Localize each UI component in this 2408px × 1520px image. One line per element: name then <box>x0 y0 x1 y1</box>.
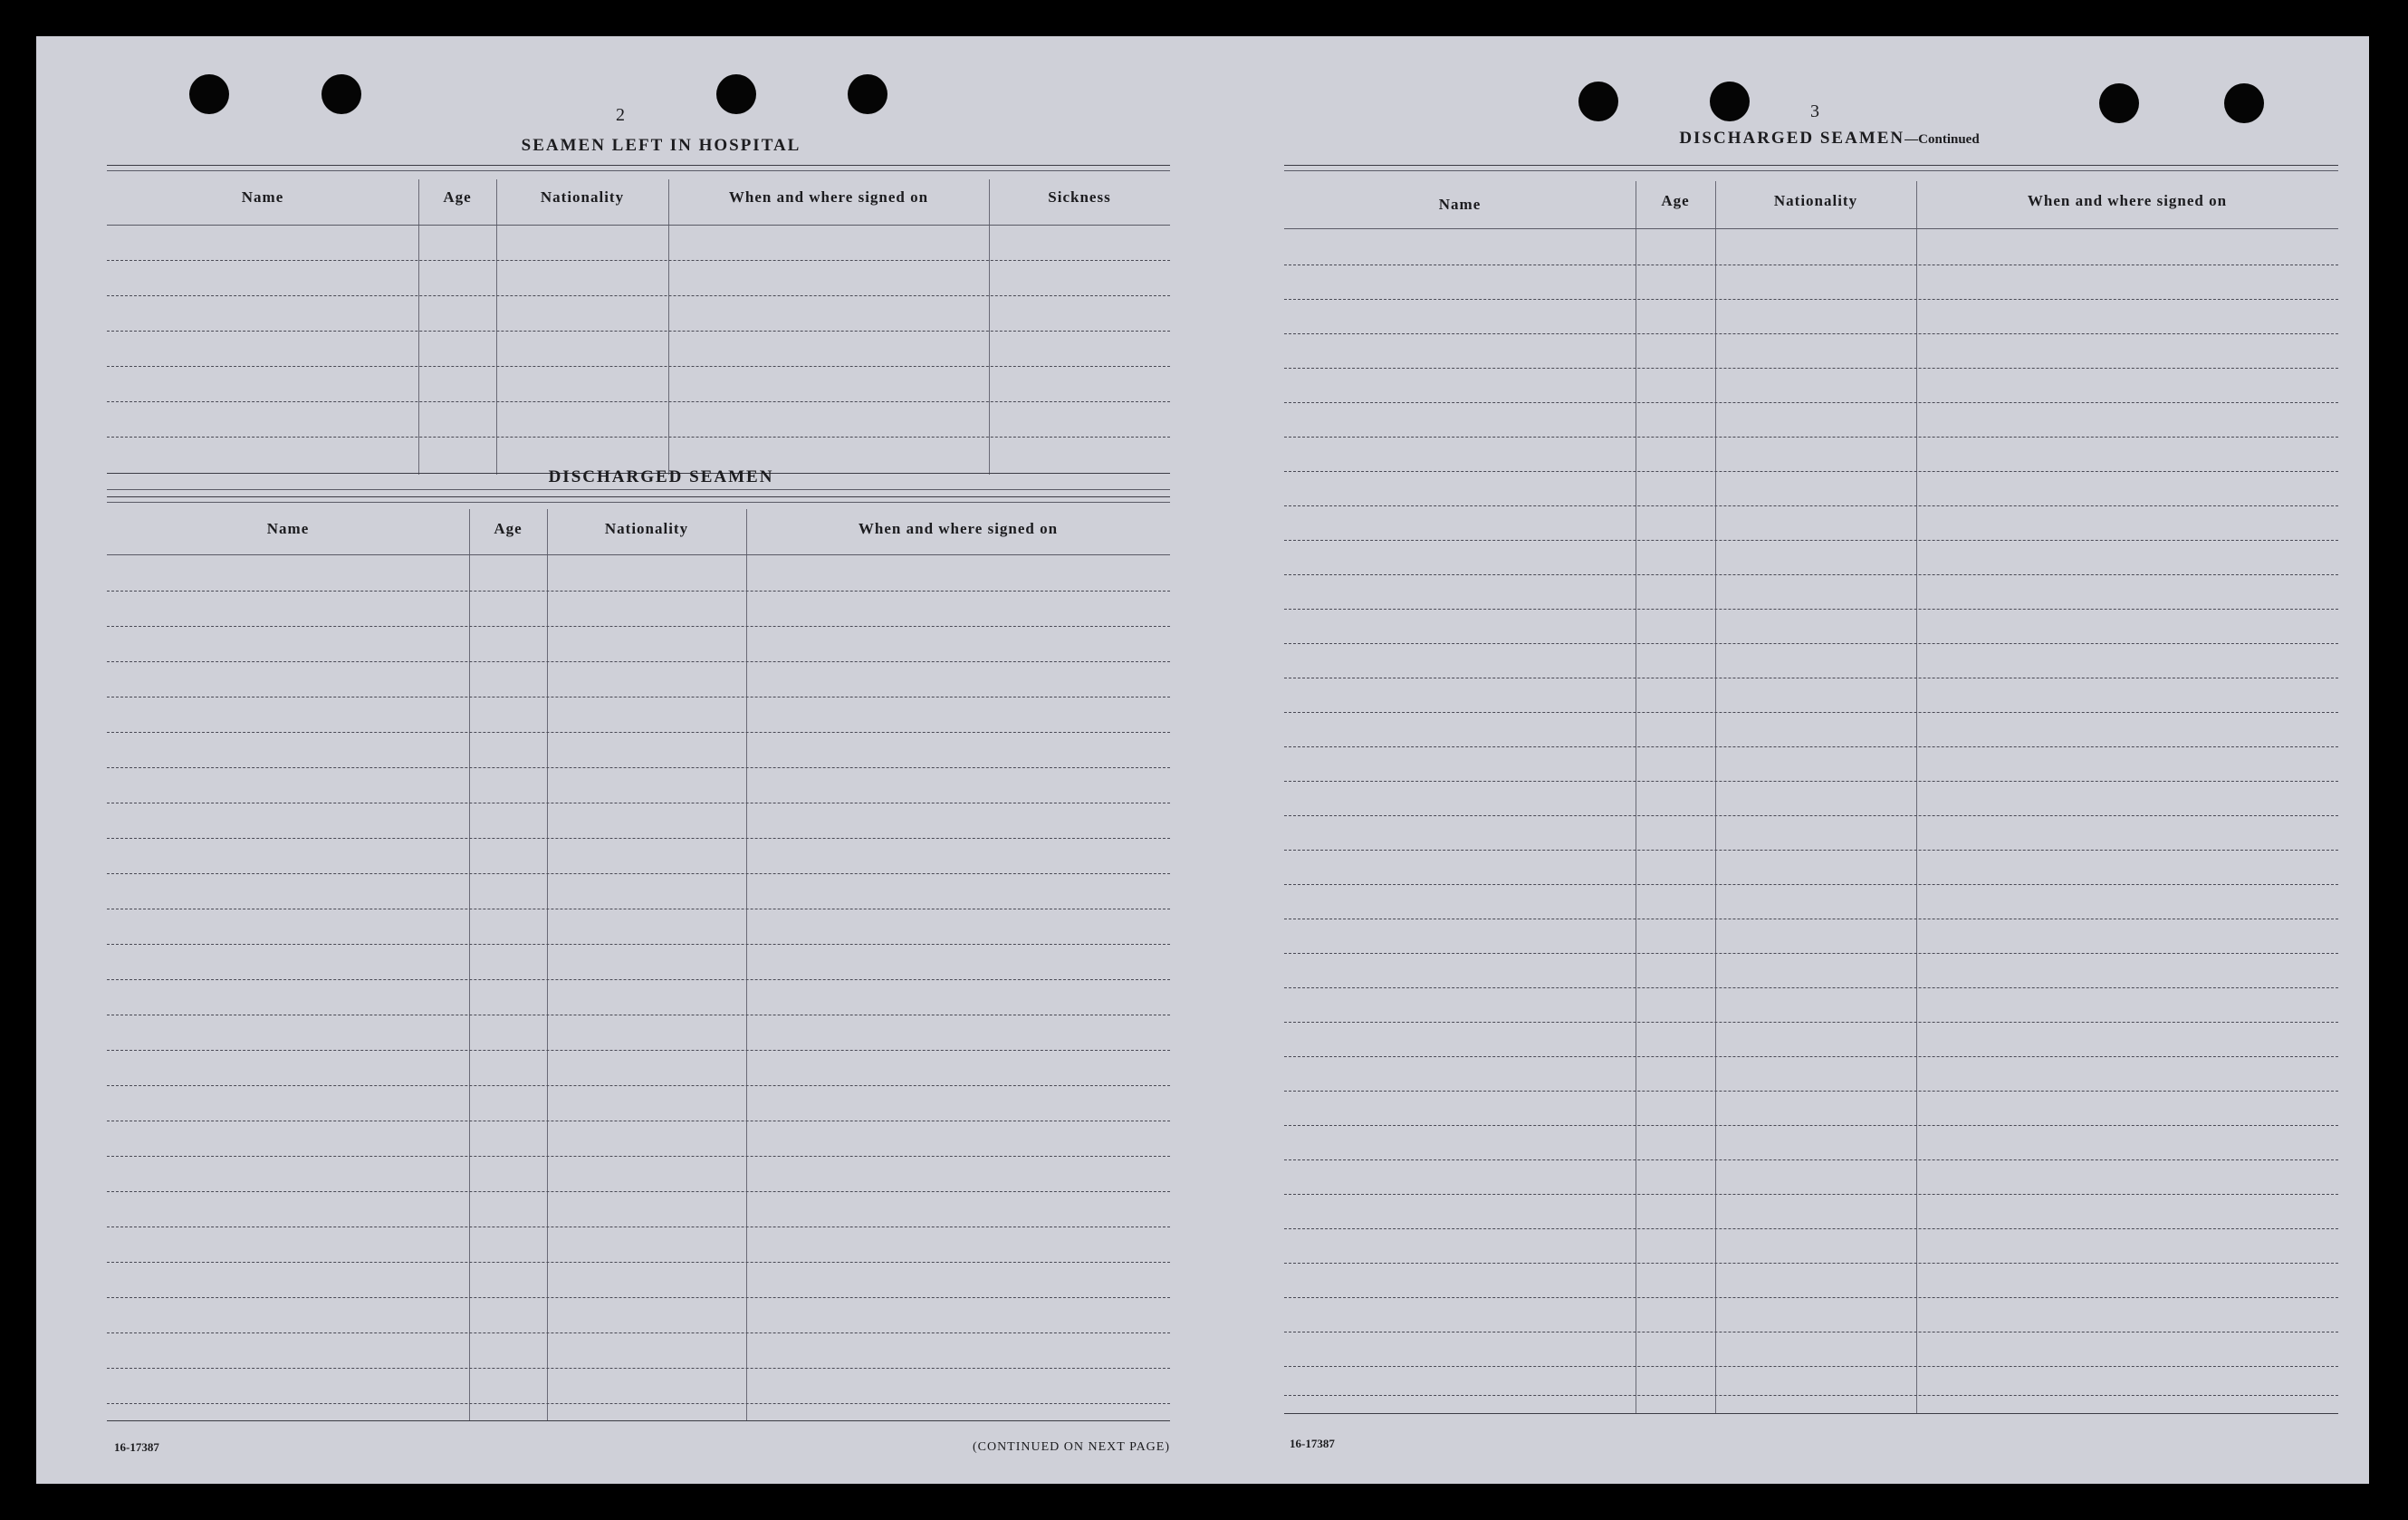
header-underline <box>107 554 1170 555</box>
header-underline <box>107 225 1170 226</box>
entry-line <box>107 1085 1170 1086</box>
column-header-when-where: When and where signed on <box>728 188 929 206</box>
entry-line <box>1284 505 2338 506</box>
entry-line <box>1284 953 2338 954</box>
entry-line <box>107 1403 1170 1404</box>
entry-line <box>107 626 1170 627</box>
right-bottom-rule <box>1284 1413 2338 1414</box>
entry-line <box>1284 712 2338 713</box>
column-header-name: Name <box>1438 196 1482 213</box>
entry-line <box>107 591 1170 592</box>
column-divider <box>746 509 747 1420</box>
entry-line <box>1284 1056 2338 1057</box>
hospital-top-rule <box>107 165 1170 166</box>
right-top-rule <box>1284 165 2338 166</box>
entry-line <box>1284 1159 2338 1160</box>
entry-line <box>107 437 1170 438</box>
column-divider <box>469 509 470 1420</box>
column-header-nationality: Nationality <box>540 188 625 206</box>
entry-line <box>1284 746 2338 747</box>
entry-line <box>107 873 1170 874</box>
entry-line <box>1284 471 2338 472</box>
form-code: 16-17387 <box>114 1440 159 1454</box>
section-divider <box>107 489 1170 490</box>
punch-hole <box>1710 82 1750 121</box>
entry-line <box>1284 1297 2338 1298</box>
hospital-top-rule <box>107 170 1170 171</box>
entry-line <box>1284 884 2338 885</box>
column-header-age: Age <box>494 520 523 537</box>
entry-line <box>107 366 1170 367</box>
entry-line <box>1284 643 2338 644</box>
entry-line <box>107 979 1170 980</box>
column-divider <box>989 179 990 475</box>
column-header-age: Age <box>443 188 472 206</box>
title-main: DISCHARGED SEAMEN <box>1679 129 1905 148</box>
entry-line <box>1284 574 2338 575</box>
column-header-sickness: Sickness <box>1048 188 1111 206</box>
entry-line <box>1284 987 2338 988</box>
entry-line <box>1284 368 2338 369</box>
entry-line <box>107 1262 1170 1263</box>
hospital-section-title: SEAMEN LEFT IN HOSPITAL <box>521 136 801 155</box>
entry-line <box>1284 1125 2338 1126</box>
continued-note: (CONTINUED ON NEXT PAGE) <box>972 1440 1170 1454</box>
entry-line <box>107 401 1170 402</box>
punch-hole <box>716 74 756 114</box>
entry-line <box>1284 1022 2338 1023</box>
entry-line <box>107 331 1170 332</box>
entry-line <box>107 661 1170 662</box>
column-divider <box>418 179 419 475</box>
entry-line <box>1284 1091 2338 1092</box>
entry-line <box>107 1050 1170 1051</box>
column-header-name: Name <box>241 188 284 206</box>
form-code: 16-17387 <box>1290 1437 1335 1450</box>
column-header-when-where: When and where signed on <box>858 520 1059 537</box>
entry-line <box>1284 333 2338 334</box>
page-number: 3 <box>1810 101 1819 121</box>
entry-line <box>1284 299 2338 300</box>
column-header-age: Age <box>1661 192 1690 209</box>
punch-hole <box>321 74 361 114</box>
form-sheet <box>36 36 2369 1484</box>
punch-hole <box>189 74 229 114</box>
discharged-bottom-rule <box>107 1420 1170 1421</box>
entry-line <box>107 732 1170 733</box>
punch-hole <box>848 74 887 114</box>
discharged-continued-title <box>1485 129 2173 149</box>
right-top-rule <box>1284 170 2338 171</box>
column-header-nationality: Nationality <box>1773 192 1858 209</box>
title-suffix: —Continued <box>1904 132 1980 147</box>
page-number: 2 <box>616 105 625 125</box>
punch-hole <box>2224 83 2264 123</box>
column-divider <box>668 179 669 475</box>
column-divider <box>547 509 548 1420</box>
entry-line <box>1284 1366 2338 1367</box>
discharged-section-title: DISCHARGED SEAMEN <box>548 467 774 486</box>
entry-line <box>1284 609 2338 610</box>
entry-line <box>107 1191 1170 1192</box>
discharged-top-rule <box>107 502 1170 503</box>
column-header-name: Name <box>266 520 310 537</box>
entry-line <box>107 767 1170 768</box>
column-divider <box>496 179 497 475</box>
entry-line <box>1284 437 2338 438</box>
entry-line <box>1284 402 2338 403</box>
punch-hole <box>2099 83 2139 123</box>
entry-line <box>1284 850 2338 851</box>
entry-line <box>1284 815 2338 816</box>
entry-line <box>1284 540 2338 541</box>
entry-line <box>107 295 1170 296</box>
entry-line <box>1284 1395 2338 1396</box>
entry-line <box>107 1156 1170 1157</box>
entry-line <box>107 944 1170 945</box>
entry-line <box>107 1332 1170 1333</box>
discharged-top-rule <box>107 496 1170 497</box>
punch-hole <box>1578 82 1618 121</box>
header-underline <box>1284 228 2338 229</box>
entry-line <box>107 260 1170 261</box>
column-header-nationality: Nationality <box>604 520 689 537</box>
entry-line <box>107 1297 1170 1298</box>
column-header-when-where: When and where signed on <box>2027 192 2228 209</box>
entry-line <box>107 838 1170 839</box>
entry-line <box>107 1368 1170 1369</box>
entry-line <box>1284 1263 2338 1264</box>
entry-line <box>1284 1228 2338 1229</box>
entry-line <box>1284 1194 2338 1195</box>
entry-line <box>1284 781 2338 782</box>
